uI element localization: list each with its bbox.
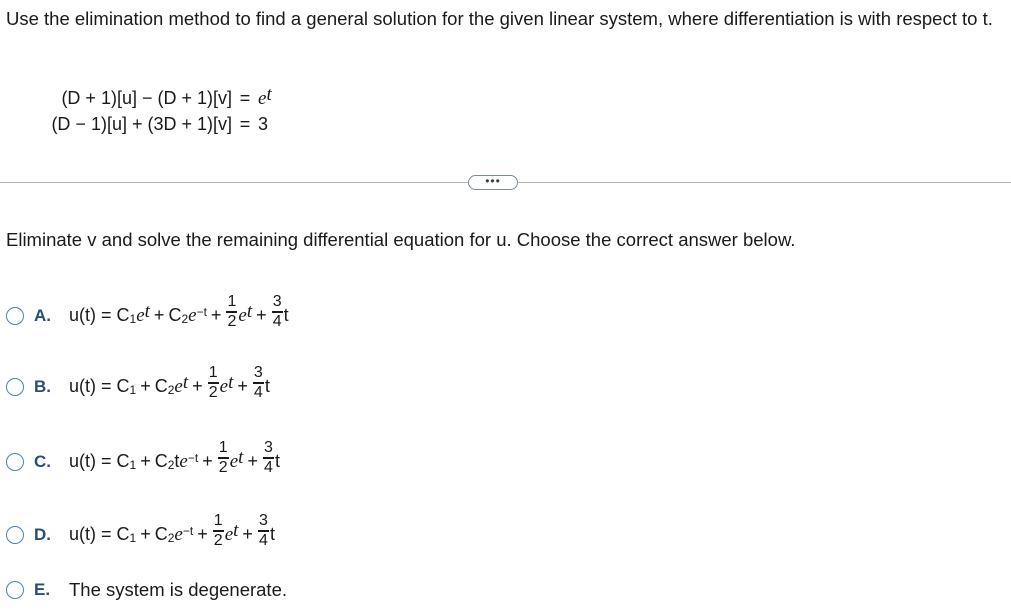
expr-b-plus-3: + bbox=[237, 376, 248, 397]
expr-b-e3: e bbox=[219, 375, 229, 397]
expr-d-fraction-2-num: 3 bbox=[258, 512, 268, 530]
expr-b-plus-2: + bbox=[192, 376, 203, 397]
expr-b-fraction-2-den: 4 bbox=[253, 383, 263, 401]
expr-a-fraction-2 bbox=[272, 293, 283, 330]
expr-c-fraction-2-den: 4 bbox=[264, 458, 273, 476]
expr-a-plus-3: + bbox=[256, 305, 267, 326]
expr-a-c2: C bbox=[168, 305, 182, 326]
expr-d-c2-sub: 2 bbox=[167, 530, 175, 545]
expr-d-plus-1: + bbox=[140, 524, 151, 545]
equation-1-rhs-base: e bbox=[258, 88, 267, 109]
linear-system bbox=[40, 86, 272, 138]
choice-letter-d: D. bbox=[34, 525, 51, 544]
choice-e[interactable] bbox=[6, 570, 287, 610]
expr-a-e3: e bbox=[238, 304, 247, 326]
choice-a[interactable] bbox=[6, 293, 289, 336]
expr-a-fraction-2-den: 4 bbox=[272, 312, 282, 330]
expr-a-lhs: u(t) = C bbox=[69, 305, 130, 326]
expr-c-fraction-2 bbox=[263, 439, 274, 476]
choice-expression-b bbox=[69, 364, 270, 405]
expr-d-fraction-2-den: 4 bbox=[258, 531, 268, 549]
expr-d-tail: t bbox=[269, 524, 275, 545]
expr-a-fraction-1 bbox=[226, 293, 237, 330]
expr-d-c2: C bbox=[154, 524, 168, 545]
equation-2-lhs: (D − 1)[u] + (3D + 1)[v] bbox=[51, 114, 232, 134]
choice-expression-c bbox=[69, 439, 280, 480]
expr-b-fraction-1 bbox=[208, 364, 219, 401]
choice-expression-a bbox=[69, 293, 289, 334]
expr-a-fraction-2-num: 3 bbox=[272, 293, 282, 311]
radio-button-e[interactable] bbox=[6, 581, 24, 599]
equation-2-rhs: 3 bbox=[258, 114, 269, 134]
expr-d-fraction-2 bbox=[258, 512, 269, 549]
expr-b-e2-exp: t bbox=[182, 371, 189, 393]
expr-b-fraction-2 bbox=[253, 364, 264, 401]
expand-more-button[interactable]: ••• bbox=[468, 175, 518, 190]
radio-button-a[interactable] bbox=[6, 307, 24, 325]
expr-a-fraction-1-den: 2 bbox=[227, 312, 237, 330]
equation-2-equals: = bbox=[239, 114, 251, 134]
radio-button-b[interactable] bbox=[6, 378, 24, 396]
expr-c-fraction-1 bbox=[218, 439, 229, 476]
expr-a-tail: t bbox=[283, 305, 289, 326]
equation-1-equals: = bbox=[239, 88, 251, 108]
expr-c-e2-exp: −t bbox=[187, 450, 199, 465]
expr-b-fraction-2-num: 3 bbox=[253, 364, 263, 382]
expr-c-e3: e bbox=[229, 450, 239, 472]
expr-c-fraction-1-num: 1 bbox=[218, 439, 228, 457]
expr-a-fraction-1-num: 1 bbox=[227, 293, 237, 311]
expr-c-c2: C bbox=[154, 451, 168, 472]
expr-a-c2-sub: 2 bbox=[181, 311, 189, 326]
equation-1-lhs: (D + 1)[u] − (D + 1)[v] bbox=[61, 88, 232, 108]
expr-a-e1-exp: t bbox=[144, 300, 150, 322]
choice-text-e: The system is degenerate. bbox=[69, 579, 287, 600]
expr-d-plus-2: + bbox=[197, 524, 208, 545]
expr-b-plus-1: + bbox=[140, 376, 151, 397]
expr-b-c1-sub: 1 bbox=[129, 382, 137, 397]
expr-b-e3-exp: t bbox=[228, 371, 234, 393]
expr-c-e3-exp: t bbox=[238, 446, 244, 468]
expr-a-e2-exp: −t bbox=[196, 304, 207, 319]
radio-button-d[interactable] bbox=[6, 526, 24, 544]
expr-d-e2-exp: −t bbox=[182, 523, 194, 538]
radio-button-c[interactable] bbox=[6, 453, 24, 471]
expr-d-fraction-1-den: 2 bbox=[213, 531, 223, 549]
expr-a-plus-1: + bbox=[153, 305, 165, 326]
expr-d-fraction-1-num: 1 bbox=[213, 512, 223, 530]
expr-b-fraction-1-den: 2 bbox=[208, 383, 218, 401]
expr-d-c1-sub: 1 bbox=[129, 530, 137, 545]
equation-1-rhs-exponent: t bbox=[266, 84, 272, 105]
choice-b[interactable] bbox=[6, 364, 270, 407]
choice-letter-b: B. bbox=[34, 377, 51, 396]
expr-a-e2: e bbox=[188, 304, 197, 326]
choice-c[interactable] bbox=[6, 439, 280, 482]
expr-d-plus-3: + bbox=[242, 524, 253, 545]
system-equation-1 bbox=[40, 86, 272, 112]
expr-d-lhs: u(t) = C bbox=[69, 524, 130, 545]
expr-c-tail: t bbox=[274, 451, 280, 472]
equation-1-rhs bbox=[258, 86, 272, 111]
expr-c-plus-3: + bbox=[247, 451, 258, 472]
expr-d-fraction-1 bbox=[213, 512, 224, 549]
expr-b-lhs: u(t) = C bbox=[69, 376, 130, 397]
expr-b-fraction-1-num: 1 bbox=[208, 364, 218, 382]
choice-letter-a: A. bbox=[34, 306, 51, 325]
expr-c-fraction-2-num: 3 bbox=[264, 439, 273, 457]
expr-a-e3-exp: t bbox=[246, 300, 253, 322]
instruction-text: Eliminate v and solve the remaining differential equation for u. Choose the correct answer below. bbox=[6, 229, 796, 250]
expr-c-lhs: u(t) = C bbox=[69, 451, 130, 472]
choice-d[interactable] bbox=[6, 512, 275, 555]
expr-b-e2: e bbox=[174, 375, 183, 397]
expr-d-e3-exp: t bbox=[233, 519, 239, 541]
choice-expression-d bbox=[69, 512, 275, 553]
expr-c-plus-2: + bbox=[202, 451, 213, 472]
expr-c-fraction-1-den: 2 bbox=[218, 458, 228, 476]
expr-a-c1-sub: 1 bbox=[129, 311, 137, 326]
question-text: Use the elimination method to find a general solution for the given linear system, where differentiation is with respect to t. bbox=[6, 8, 993, 29]
expr-c-c1-sub: 1 bbox=[129, 457, 137, 472]
choice-letter-e: E. bbox=[34, 580, 51, 599]
expr-b-c2-sub: 2 bbox=[167, 382, 175, 397]
expr-c-t-factor: t bbox=[174, 451, 180, 472]
expr-b-tail: t bbox=[264, 376, 270, 397]
expr-a-plus-2: + bbox=[210, 305, 222, 326]
choice-letter-c: C. bbox=[34, 452, 51, 471]
expr-c-plus-1: + bbox=[140, 451, 151, 472]
expr-a-e1: e bbox=[136, 304, 145, 326]
system-equation-2 bbox=[40, 112, 272, 138]
expr-c-e2: e bbox=[179, 450, 188, 472]
expr-b-c2: C bbox=[154, 376, 168, 397]
expr-c-c2-sub: 2 bbox=[167, 457, 175, 472]
expr-d-e2: e bbox=[174, 523, 183, 545]
expr-d-e3: e bbox=[224, 523, 234, 545]
